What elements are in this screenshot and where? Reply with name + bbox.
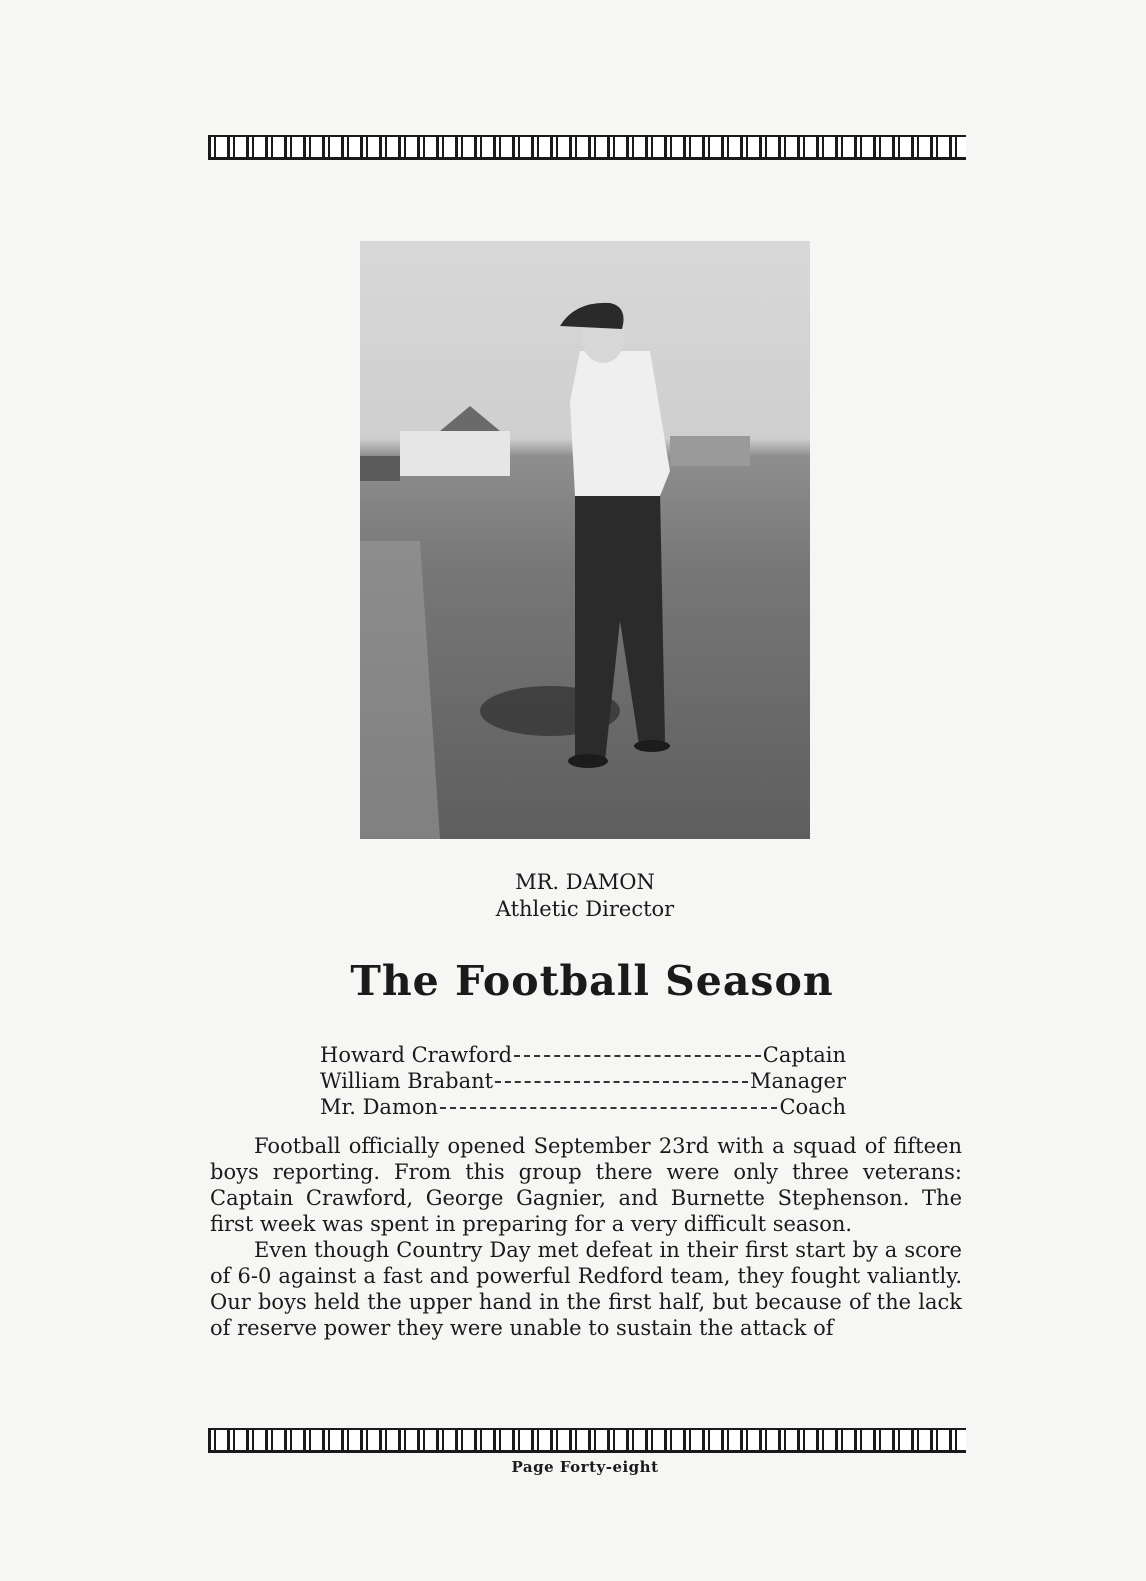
roster-role: Manager [750,1069,846,1093]
page-number: Page Forty-eight [511,1458,659,1476]
photo-caption-name: MR. DAMON [515,870,655,894]
paragraph: Football officially opened September 23rd with a squad of fifteen boys reporting. From this group there were only three veterans: Captain Crawford, George Gagnier, and Burnette Stephenson. The first week was spent in preparing for a very difficult season. [210,1134,962,1236]
roster-leader [495,1081,748,1083]
section-heading: The Football Season [350,957,834,1005]
roster-leader [514,1055,761,1057]
roster-row [320,1068,846,1094]
roster-role: Captain [762,1043,846,1067]
bottom-ornamental-border [208,1426,966,1454]
roster-name: Howard Crawford [320,1043,513,1067]
roster-name: Mr. Damon [320,1095,439,1119]
top-ornamental-border [208,133,966,161]
team-roster [320,1042,846,1120]
article-body [210,1133,962,1341]
photo-caption-title: Athletic Director [495,897,675,921]
paragraph: Even though Country Day met defeat in their first start by a score of 6-0 against a fast and powerful Redford team, they fought valiantly. Our boys held the upper hand in the first half, but because of the lack of reserve power they were unable to sustain the attack of [210,1238,962,1340]
roster-name: William Brabant [320,1069,494,1093]
roster-row [320,1042,846,1068]
roster-leader [440,1107,777,1109]
roster-role: Coach [779,1095,846,1119]
roster-row [320,1094,846,1120]
athletic-director-photo [360,241,810,839]
